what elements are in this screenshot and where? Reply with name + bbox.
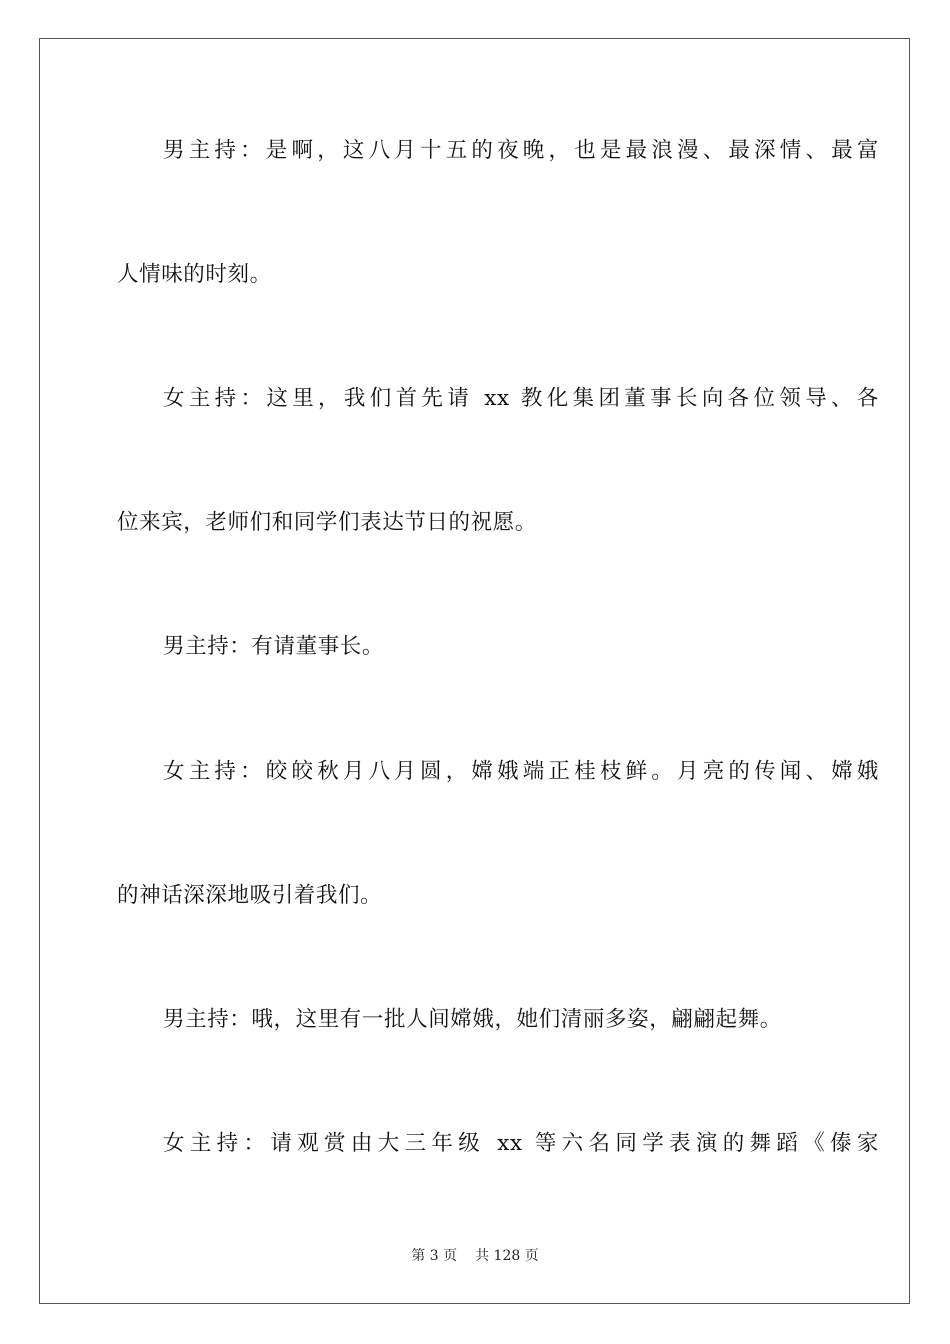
paragraph-1-line-2: 人情味的时刻。 xyxy=(117,262,272,287)
page-number: 第 3 页 xyxy=(411,1248,458,1264)
page-frame xyxy=(39,38,910,1304)
paragraph-4-line-2: 的神话深深地吸引着我们。 xyxy=(117,883,383,908)
paragraph-2-line-2: 位来宾，老师们和同学们表达节日的祝愿。 xyxy=(117,510,537,535)
total-pages: 共 128 页 xyxy=(475,1248,539,1264)
paragraph-5-line-1: 男主持：哦，这里有一批人间嫦娥，她们清丽多姿，翩翩起舞。 xyxy=(163,1007,782,1032)
paragraph-6-line-1: 女主持：请观赏由大三年级 xx 等六名同学表演的舞蹈《傣家 xyxy=(163,1131,879,1156)
paragraph-4-line-1: 女主持：皎皎秋月八月圆，嫦娥端正桂枝鲜。月亮的传闻、嫦娥 xyxy=(163,759,879,784)
paragraph-2-line-1: 女主持：这里，我们首先请 xx 教化集团董事长向各位领导、各 xyxy=(163,386,879,411)
paragraph-3-line-1: 男主持：有请董事长。 xyxy=(163,634,385,659)
page-footer xyxy=(0,1246,950,1266)
paragraph-1-line-1: 男主持：是啊，这八月十五的夜晚，也是最浪漫、最深情、最富 xyxy=(163,138,879,163)
